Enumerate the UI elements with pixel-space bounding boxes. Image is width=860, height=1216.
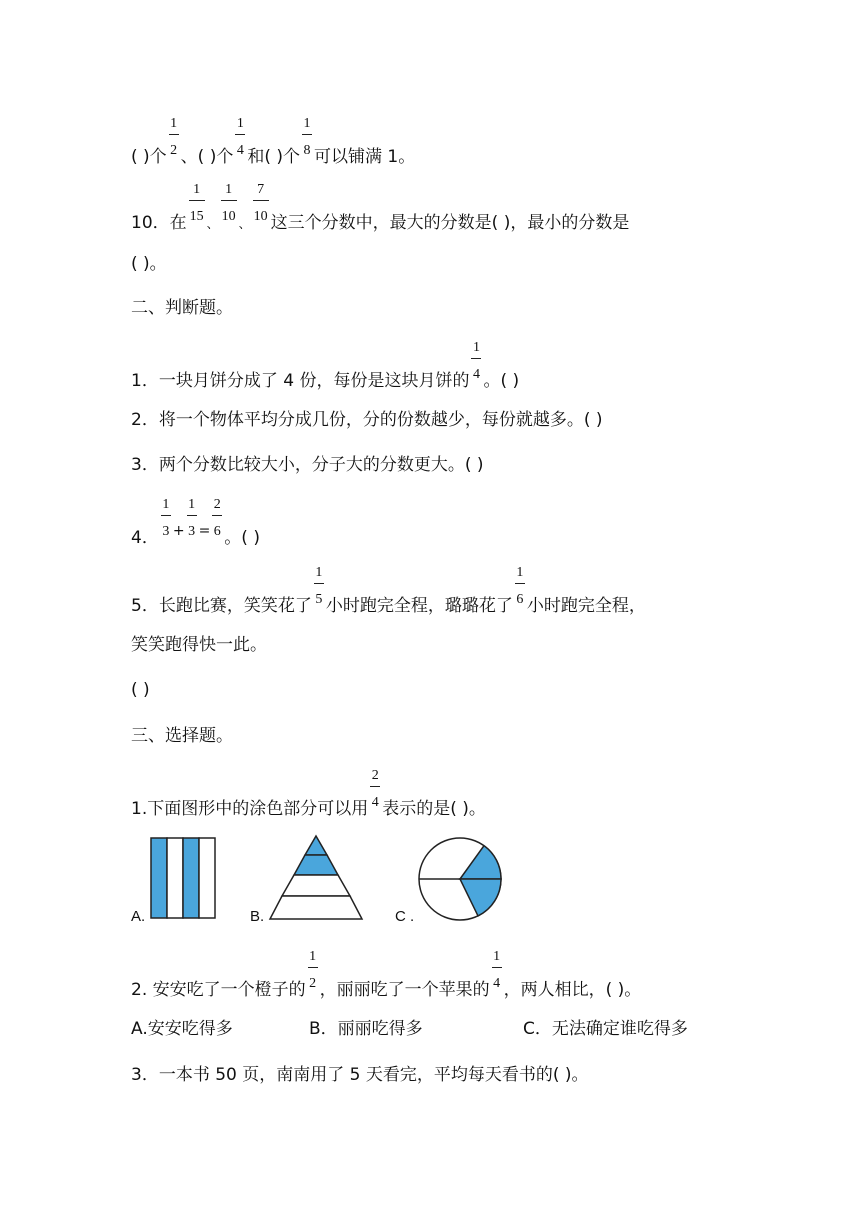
- text: 10．在: [131, 213, 187, 233]
- option-b: B．丽丽吃得多: [309, 1019, 423, 1039]
- option-b-label: B.: [250, 908, 265, 925]
- fraction-1-6: $\frac{1}{6}$: [516, 565, 524, 607]
- fraction-1-2: $\frac{1}{2}$: [170, 116, 178, 158]
- choice-3: 3．一本书 50 页，南南用了 5 天看完，平均每天看书的( )。: [131, 1065, 589, 1085]
- fraction-7-10: $\frac{7}{10}$: [253, 182, 268, 224]
- judge-1: [131, 340, 520, 391]
- text: 这三个分数中，最大的分数是( )，最小的分数是: [270, 213, 630, 233]
- figure-c-circle: [416, 835, 504, 923]
- judge-2: 2．将一个物体平均分成几份，分的份数越少，每份就越多。( ): [131, 410, 603, 430]
- question-10-continued: ( )。: [131, 254, 167, 274]
- equals-sign: =: [198, 523, 211, 539]
- judge-4: [131, 497, 260, 549]
- option-c-label: C .: [395, 908, 415, 925]
- fraction-1-5: $\frac{1}{5}$: [315, 565, 323, 607]
- text: 4．: [131, 528, 159, 548]
- text: 、( )个: [180, 147, 234, 167]
- text: 小时跑完全程，: [526, 596, 646, 616]
- fraction-1-4: $\frac{1}{4}$: [236, 116, 244, 158]
- figure-b-triangle: [266, 833, 366, 923]
- text: ，丽丽吃了一个苹果的: [319, 980, 490, 1000]
- figure-a-rectangle: [147, 834, 219, 922]
- fill-blank-line-1: [131, 116, 416, 167]
- text: ( )个: [131, 147, 167, 167]
- section-2-title: 二、判断题。: [131, 298, 233, 318]
- fraction-1-4: $\frac{1}{4}$: [493, 949, 501, 991]
- text: 。( ): [224, 528, 260, 548]
- judge-5-continued: 笑笑跑得快一此。: [131, 635, 267, 655]
- fraction-1-8: $\frac{1}{8}$: [303, 116, 311, 158]
- fraction-1-2: $\frac{1}{2}$: [309, 949, 317, 991]
- text: 、: [238, 217, 251, 231]
- text: 小时跑完全程，璐璐花了: [325, 596, 513, 616]
- text: 1．一块月饼分成了 4 份，每份是这块月饼的: [131, 371, 470, 391]
- choice-1: [131, 768, 486, 819]
- judge-5-answer: ( ): [131, 680, 150, 700]
- text: 。( ): [483, 371, 520, 391]
- judge-5: [131, 565, 646, 616]
- fraction-c: $\frac{2}{6}$: [213, 497, 221, 539]
- fraction-b: $\frac{1}{3}$: [188, 497, 196, 539]
- judge-3: 3．两个分数比较大小，分子大的分数更大。( ): [131, 455, 484, 475]
- question-10: [131, 182, 630, 234]
- fraction-1-15: $\frac{1}{15}$: [189, 182, 204, 224]
- fraction-2-4: $\frac{2}{4}$: [371, 768, 379, 810]
- text: ，两人相比，( )。: [503, 980, 642, 1000]
- text: 1.下面图形中的涂色部分可以用: [131, 799, 369, 819]
- option-a-label: A.: [131, 908, 146, 925]
- section-3-title: 三、选择题。: [131, 726, 233, 746]
- option-c: C．无法确定谁吃得多: [523, 1019, 688, 1039]
- fraction-1-10: $\frac{1}{10}$: [221, 182, 236, 224]
- text: 、: [206, 217, 219, 231]
- text: 2. 安安吃了一个橙子的: [131, 980, 306, 1000]
- choice-2-options: [131, 1019, 688, 1039]
- text: 可以铺满 1。: [314, 147, 416, 167]
- text: 和( )个: [247, 147, 301, 167]
- text: 表示的是( )。: [382, 799, 486, 819]
- text: 5．长跑比赛，笑笑花了: [131, 596, 312, 616]
- fraction-1-4: $\frac{1}{4}$: [472, 340, 480, 382]
- choice-2: [131, 949, 642, 1000]
- plus-sign: +: [172, 523, 185, 539]
- option-a: A.安安吃得多: [131, 1019, 233, 1039]
- fraction-a: $\frac{1}{3}$: [162, 497, 170, 539]
